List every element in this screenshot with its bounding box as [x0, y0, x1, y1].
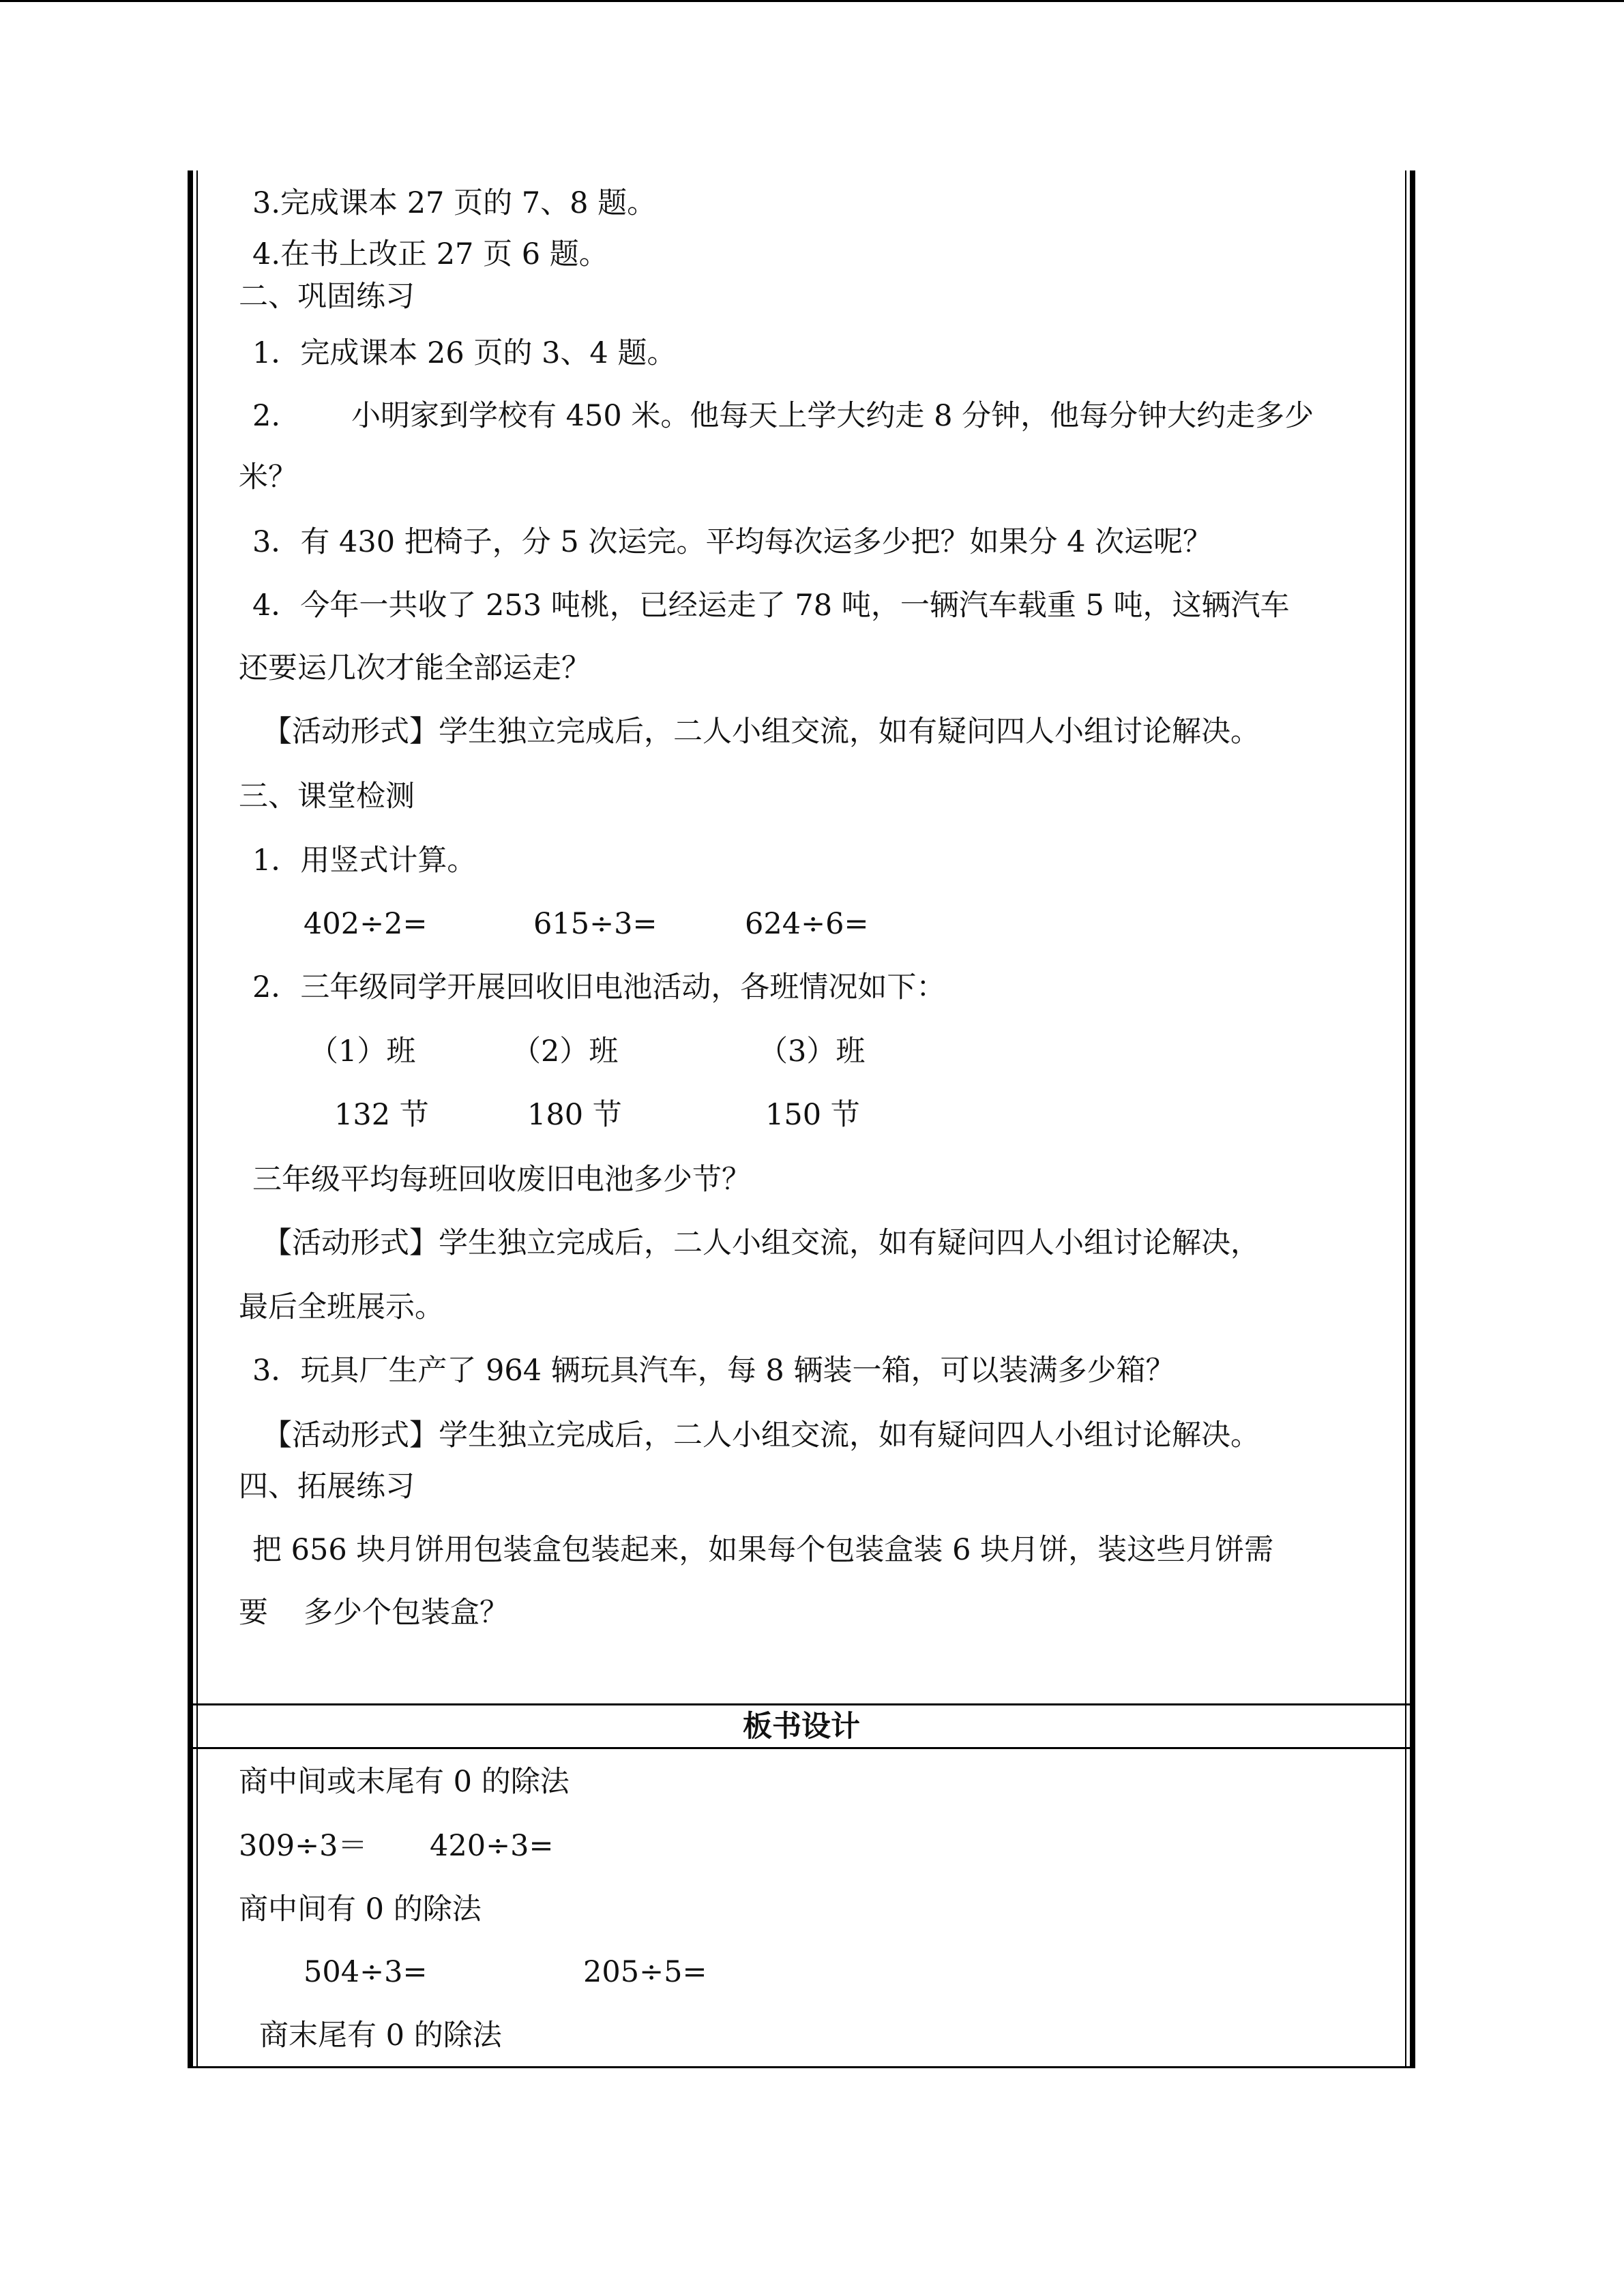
- equation-624: 624÷6=: [745, 907, 869, 941]
- equation-402: 402÷2=: [304, 907, 428, 941]
- class-3-count: 150 节: [765, 1098, 860, 1132]
- class-2-label: （2）班: [512, 1034, 619, 1069]
- check-item-1: 1．用竖式计算。: [252, 844, 477, 878]
- class-2-count: 180 节: [527, 1098, 622, 1132]
- class-3-label: （3）班: [758, 1034, 866, 1069]
- board-equation-309: 309÷3＝: [239, 1829, 368, 1863]
- consolidation-item-2-number: 2.: [252, 399, 281, 433]
- task-line-4: 4.在书上改正 27 页 6 题。: [252, 237, 608, 271]
- activity-form-2: 【活动形式】学生独立完成后，二人小组交流，如有疑问四人小组讨论解决，: [263, 1226, 1260, 1260]
- table-border-right-inner: [1405, 170, 1406, 2068]
- board-line-5: 商末尾有 0 的除法: [259, 2018, 502, 2053]
- consolidation-item-2-text: 小明家到学校有 450 米。他每天上学大约走 8 分钟，他每分钟大约走多少: [351, 399, 1314, 433]
- board-equation-504: 504÷3=: [304, 1955, 428, 1989]
- board-equation-205: 205÷5=: [583, 1955, 707, 1989]
- consolidation-item-4: 4．今年一共收了 253 吨桃，已经运走了 78 吨，一辆汽车载重 5 吨，这辆汽车: [252, 588, 1290, 623]
- top-rule: [0, 0, 1624, 2]
- board-line-1: 商中间或末尾有 0 的除法: [239, 1765, 570, 1799]
- class-1-label: （1）班: [309, 1034, 416, 1069]
- class-1-count: 132 节: [334, 1098, 429, 1132]
- check-item-3: 3．玩具厂生产了 964 辆玩具汽车，每 8 辆装一箱，可以装满多少箱？: [252, 1354, 1175, 1388]
- table-bottom-border: [188, 2066, 1415, 2068]
- table-border-right: [1410, 170, 1415, 2068]
- board-line-3: 商中间有 0 的除法: [239, 1892, 482, 1926]
- consolidation-item-4-cont: 还要运几次才能全部运走？: [239, 651, 591, 685]
- section-heading-extension: 四、拓展练习: [239, 1470, 415, 1504]
- activity-form-2-cont: 最后全班展示。: [239, 1290, 444, 1324]
- section-heading-classroom-check: 三、课堂检测: [239, 779, 415, 814]
- table-border-left-inner: [196, 170, 198, 2068]
- equation-615: 615÷3=: [533, 907, 658, 941]
- check-item-2: 2．三年级同学开展回收旧电池活动，各班情况如下：: [252, 970, 946, 1004]
- activity-form-3: 【活动形式】学生独立完成后，二人小组交流，如有疑问四人小组讨论解决。: [263, 1418, 1260, 1452]
- extension-problem-cont-b: 多少个包装盒？: [304, 1596, 509, 1630]
- lesson-plan-table: [188, 170, 1415, 2068]
- task-line-3: 3.完成课本 27 页的 7、8 题。: [252, 186, 657, 220]
- board-design-header: 板书设计: [743, 1710, 860, 1744]
- section-heading-consolidation: 二、巩固练习: [239, 280, 415, 314]
- table-divider-bottom: [188, 1747, 1415, 1749]
- board-equation-420: 420÷3=: [430, 1829, 554, 1863]
- extension-problem: 把 656 块月饼用包装盒包装起来，如果每个包装盒装 6 块月饼，装这些月饼需: [252, 1533, 1274, 1567]
- check-item-2-question: 三年级平均每班回收废旧电池多少节？: [252, 1163, 751, 1197]
- extension-problem-cont-a: 要: [239, 1596, 268, 1630]
- table-border-left: [188, 170, 193, 2068]
- table-divider-top: [188, 1703, 1415, 1705]
- consolidation-item-1: 1．完成课本 26 页的 3、4 题。: [252, 336, 677, 370]
- consolidation-item-3: 3．有 430 把椅子，分 5 次运完。平均每次运多少把？如果分 4 次运呢？: [252, 525, 1213, 559]
- activity-form-1: 【活动形式】学生独立完成后，二人小组交流，如有疑问四人小组讨论解决。: [263, 715, 1260, 749]
- consolidation-item-2-cont: 米？: [239, 460, 297, 494]
